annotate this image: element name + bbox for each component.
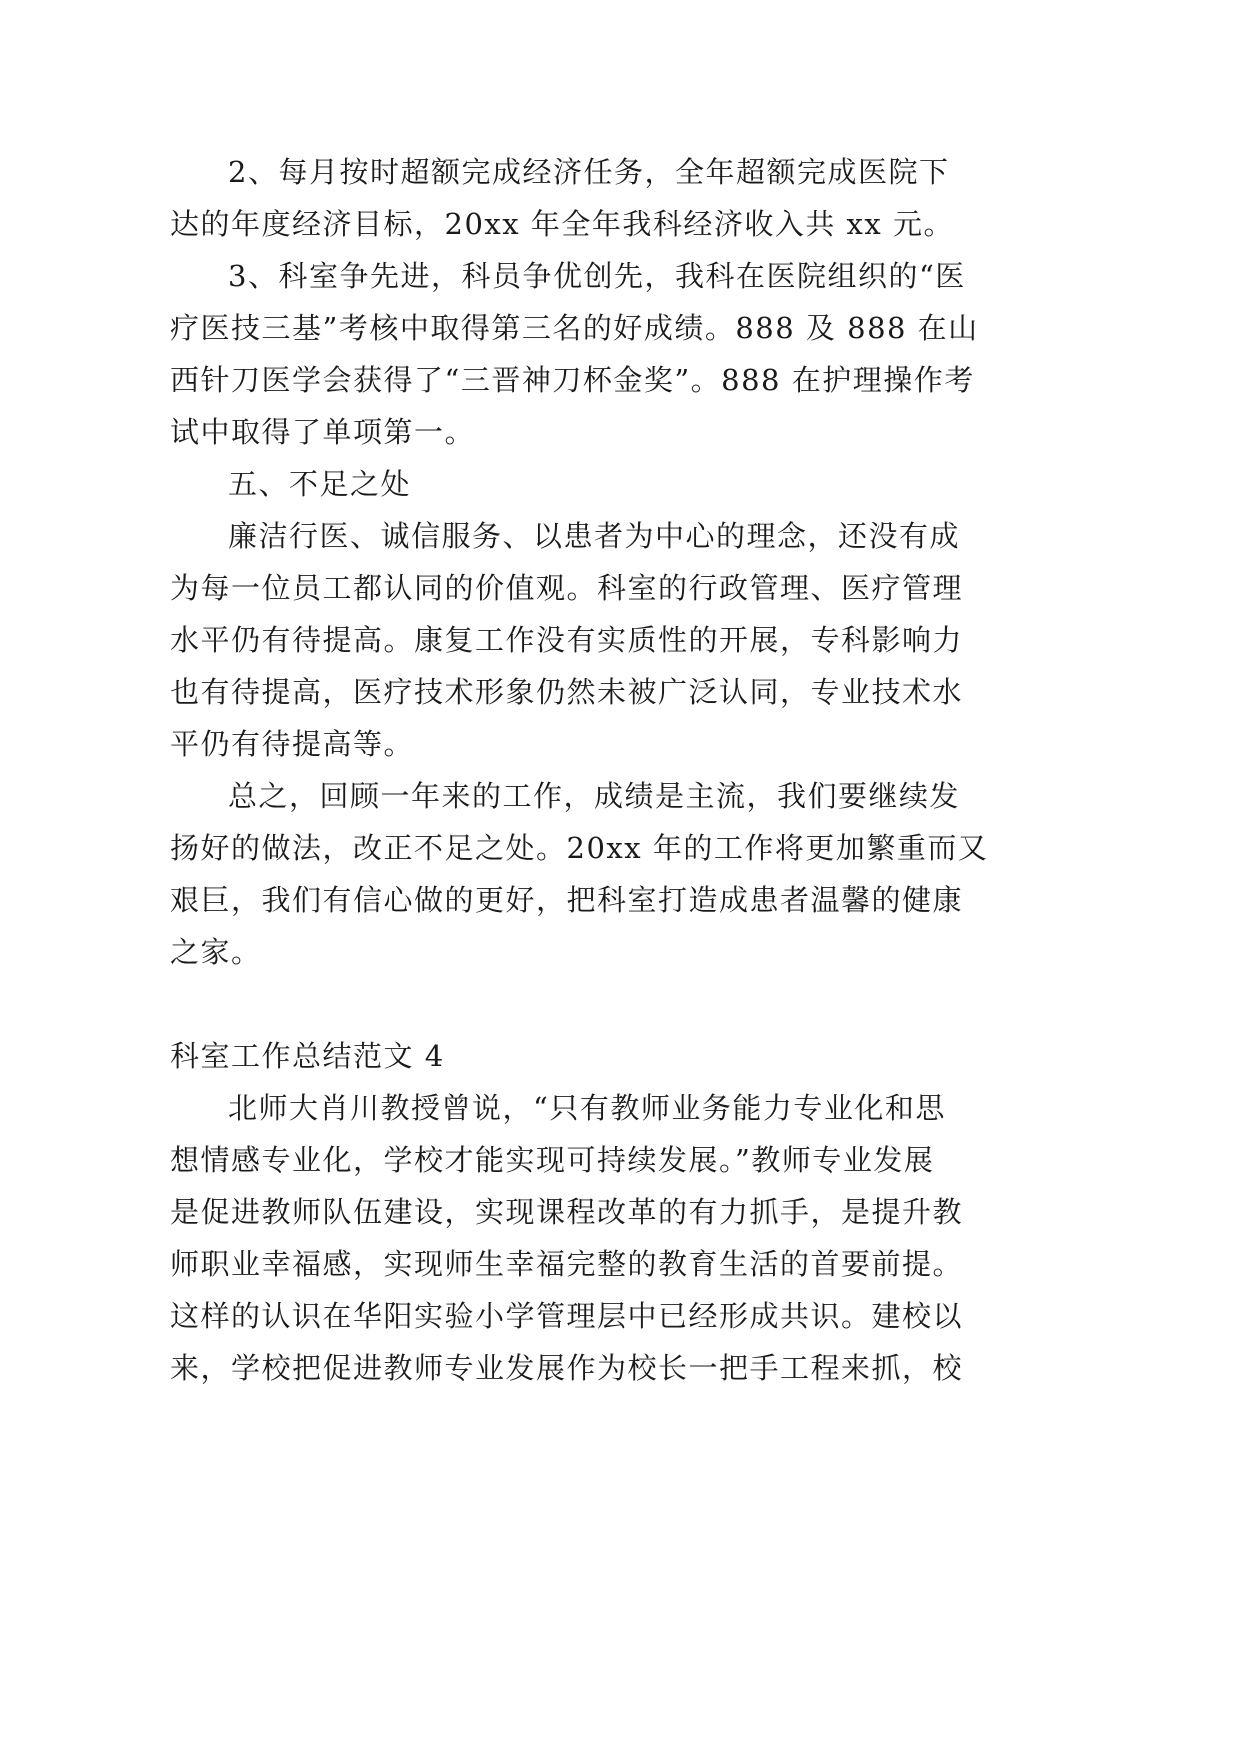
text-line: 扬好的做法，改正不足之处。20xx 年的工作将更加繁重而又: [170, 831, 989, 865]
text-line: 平仍有待提高等。: [170, 727, 415, 761]
text-line: 为每一位员工都认同的价值观。科室的行政管理、医疗管理: [170, 571, 964, 605]
text-line: 水平仍有待提高。康复工作没有实质性的开展，专科影响力: [170, 623, 964, 657]
article-title: 科室工作总结范文 4: [170, 1039, 445, 1073]
text-line: 北师大肖川教授曾说，“只有教师业务能力专业化和思: [228, 1091, 946, 1125]
text-line: 也有待提高，医疗技术形象仍然未被广泛认同，专业技术水: [170, 675, 964, 709]
text-line: 艰巨，我们有信心做的更好，把科室打造成患者温馨的健康: [170, 883, 964, 917]
text-line: 师职业幸福感，实现师生幸福完整的教育生活的首要前提。: [170, 1247, 964, 1281]
text-line: 这样的认识在华阳实验小学管理层中已经形成共识。建校以: [170, 1299, 964, 1333]
text-line: 廉洁行医、诚信服务、以患者为中心的理念，还没有成: [228, 519, 961, 553]
text-line: 总之，回顾一年来的工作，成绩是主流，我们要继续发: [228, 779, 961, 813]
text-line: 2、每月按时超额完成经济任务，全年超额完成医院下: [228, 155, 950, 189]
text-line: 是促进教师队伍建设，实现课程改革的有力抓手，是提升教: [170, 1195, 964, 1229]
text-line: 西针刀医学会获得了“三晋神刀杯金奖”。888 在护理操作考: [170, 363, 975, 397]
text-line: 之家。: [170, 935, 262, 969]
text-line: 试中取得了单项第一。: [170, 415, 476, 449]
text-line: 来，学校把促进教师专业发展作为校长一把手工程来抓，校: [170, 1351, 964, 1385]
text-line: 疗医技三基”考核中取得第三名的好成绩。888 及 888 在山: [170, 311, 979, 345]
text-line: 3、科室争先进，科员争优创先，我科在医院组织的“医: [228, 259, 966, 293]
section-heading: 五、不足之处: [228, 467, 412, 501]
text-line: 想情感专业化，学校才能实现可持续发展。”教师专业发展: [170, 1143, 935, 1177]
text-line: 达的年度经济目标，20xx 年全年我科经济收入共 xx 元。: [170, 207, 954, 241]
